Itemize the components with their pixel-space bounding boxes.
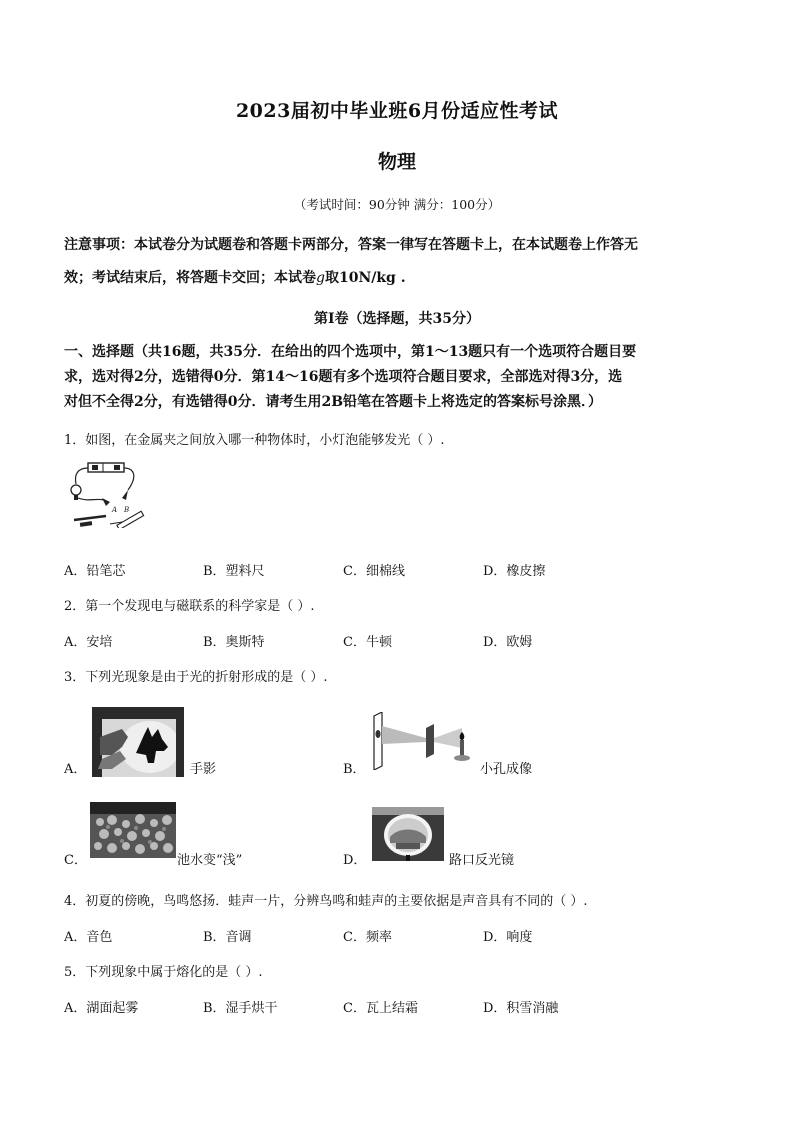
q4-option-c[interactable]: C．频率 (343, 930, 392, 945)
pool-image (90, 802, 176, 858)
exam-notice (64, 229, 732, 295)
convex-mirror-image (372, 807, 444, 861)
section-desc-line-2: 求，选对得2分，选错得0分．第14～16题有多个选项符合题目要求，全部选对得3分，选 (64, 369, 623, 385)
hand-shadow-image (92, 707, 184, 777)
question-1-stem: 1．如图，在金属夹之间放入哪一种物体时，小灯泡能够发光（ ）. (64, 433, 445, 448)
exam-meta: （考试时间：90分钟 满分：100分） (293, 197, 501, 212)
q5-option-c[interactable]: C．瓦上结霜 (343, 1001, 418, 1016)
q2-option-c[interactable]: C．牛顿 (343, 635, 392, 650)
question-3-stem: 3．下列光现象是由于光的折射形成的是（ ）. (64, 670, 328, 685)
q1-option-d[interactable]: D．橡皮擦 (483, 564, 546, 579)
notice-line-2 (64, 262, 732, 295)
q3-option-c-caption: 池水变“浅” (177, 853, 243, 868)
notice-label: 注意事项： (64, 237, 134, 253)
section-description (64, 340, 732, 415)
q3-option-b-letter[interactable]: B． (343, 762, 366, 777)
q3-option-d-caption: 路口反光镜 (449, 853, 515, 868)
notice-g: g (316, 270, 325, 286)
question-4-stem: 4．初夏的傍晚，鸟鸣悠扬．蛙声一片，分辨鸟鸣和蛙声的主要依据是声音具有不同的（ ）. (64, 894, 588, 909)
q4-option-a[interactable]: A．音色 (64, 930, 113, 945)
exam-title: 2023届初中毕业班6月份适应性考试 (235, 100, 559, 122)
q3-option-c-letter[interactable]: C． (64, 853, 87, 868)
q2-option-b[interactable]: B．奥斯特 (203, 635, 265, 650)
q4-option-b[interactable]: B．音调 (203, 930, 252, 945)
question-5-stem: 5．下列现象中属于熔化的是（ ）. (64, 965, 263, 980)
q3-option-a-caption: 手影 (190, 762, 217, 777)
notice-text-1: 本试卷分为试题卷和答题卡两部分，答案一律写在答题卡上，在本试题卷上作答无 (134, 237, 638, 253)
q1-option-a[interactable]: A．铅笔芯 (64, 564, 126, 579)
section-desc-line-1: 一、选择题（共16题，共35分．在给出的四个选项中，第1～13题只有一个选项符合题目要 (64, 344, 637, 360)
q4-option-d[interactable]: D．响度 (483, 930, 533, 945)
q1-option-b[interactable]: B．塑料尺 (203, 564, 265, 579)
notice-text-2a: 效；考试结束后，将答题卡交回；本试卷 (64, 270, 316, 286)
q2-option-a[interactable]: A．安培 (64, 635, 113, 650)
clip-label-b: B (124, 506, 130, 514)
notice-line-1 (64, 229, 732, 262)
q1-option-c[interactable]: C．细棉线 (343, 564, 405, 579)
q5-option-a[interactable]: A．湖面起雾 (64, 1001, 139, 1016)
section-desc-line-3: 对但不全得2分，有选错得0分．请考生用2B铅笔在答题卡上将选定的答案标号涂黑．） (64, 394, 603, 410)
q3-option-b-caption: 小孔成像 (480, 762, 533, 777)
clip-label-a: A (112, 506, 118, 514)
q5-option-b[interactable]: B．湿手烘干 (203, 1001, 278, 1016)
q5-option-d[interactable]: D．积雪消融 (483, 1001, 559, 1016)
exam-subject: 物理 (377, 151, 416, 173)
notice-text-2b: 取10N/kg . (324, 270, 406, 286)
section-title: 第Ⅰ卷（选择题，共35分） (313, 311, 481, 327)
q2-option-d[interactable]: D．欧姆 (483, 635, 533, 650)
pinhole-camera-image (370, 712, 476, 770)
circuit-figure (66, 460, 148, 528)
question-2-stem: 2．第一个发现电与磁联系的科学家是（ ）. (64, 599, 315, 614)
q3-option-d-letter[interactable]: D． (343, 853, 367, 868)
q3-option-a-letter[interactable]: A． (64, 762, 87, 777)
